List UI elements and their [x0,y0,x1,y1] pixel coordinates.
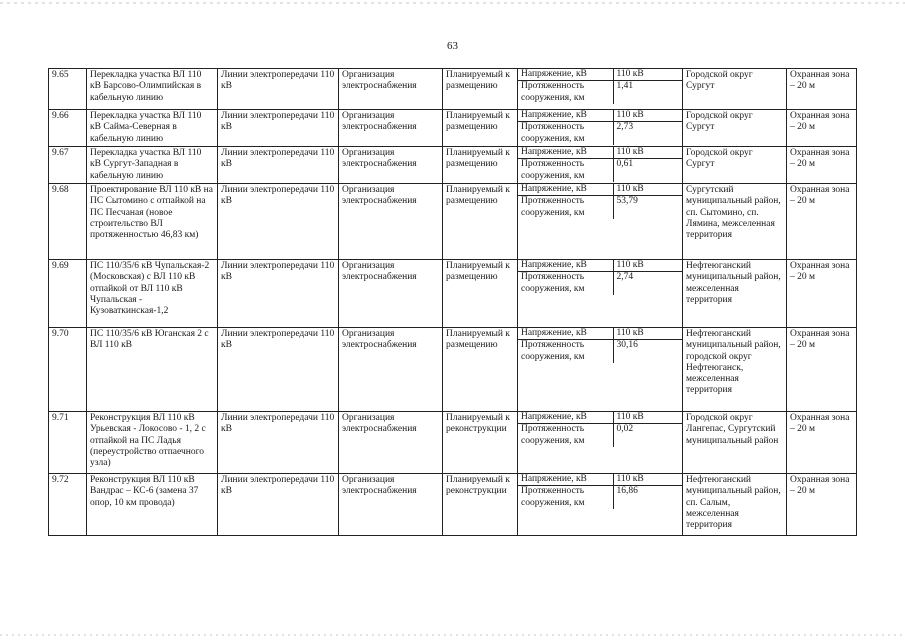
infrastructure-table [48,68,857,536]
object-type: Линии электропередачи 110 кВ [218,69,339,110]
table-row [49,110,857,147]
row-number: 9.68 [49,184,87,260]
characteristics-cell [518,147,683,184]
object-name: Перекладка участка ВЛ 110 кВ Барсово-Олимпийская в кабельную линию [87,69,218,110]
length-label: Протяженность сооружения, км [521,424,585,446]
length-row [518,81,683,104]
characteristics-table [518,69,683,104]
object-location: Городской округ Сургут [683,69,787,110]
object-status: Планируемый к размещению [443,69,518,110]
object-category: Организация электроснабжения [339,412,443,474]
length-value: 2,73 [613,122,683,145]
voltage-row [518,328,683,340]
length-row [518,196,683,219]
object-status: Планируемый к реконструкции [443,412,518,474]
object-name: Реконструкция ВЛ 110 кВ Вандрас – КС-6 (замена 37 опор, 10 км провода) [87,474,218,536]
length-value: 2,74 [613,272,683,295]
scan-artifact-top [0,2,905,4]
voltage-value: 110 кВ [613,110,683,122]
table-row [49,474,857,536]
protection-zone: Охранная зона – 20 м [787,69,857,110]
voltage-row [518,184,683,196]
table-row [49,184,857,260]
characteristics-table [518,147,683,182]
object-category: Организация электроснабжения [339,69,443,110]
length-label: Протяженность сооружения, км [521,122,585,144]
voltage-value: 110 кВ [613,412,683,424]
object-category: Организация электроснабжения [339,184,443,260]
voltage-label: Напряжение, кВ [518,474,613,486]
length-label: Протяженность сооружения, км [521,486,585,508]
protection-zone: Охранная зона – 20 м [787,184,857,260]
voltage-label: Напряжение, кВ [518,147,613,159]
voltage-row [518,260,683,272]
object-name: Проектирование ВЛ 110 кВ на ПС Сытомино с отпайкой на ПС Песчаная (новое строительство ВЛ протяженностью 46,83 км) [87,184,218,260]
row-number: 9.71 [49,412,87,474]
voltage-value: 110 кВ [613,260,683,272]
object-status: Планируемый к размещению [443,328,518,412]
voltage-label: Напряжение, кВ [518,412,613,424]
voltage-value: 110 кВ [613,184,683,196]
object-status: Планируемый к размещению [443,147,518,184]
object-name: ПС 110/35/6 кВ Чупальская-2 (Московская) с ВЛ 110 кВ отпайкой от ВЛ 110 кВ Чупальская - Кузоваткинская-1,2 [87,260,218,328]
object-name: ПС 110/35/6 кВ Юганская 2 с ВЛ 110 кВ [87,328,218,412]
voltage-label: Напряжение, кВ [518,110,613,122]
protection-zone: Охранная зона – 20 м [787,260,857,328]
voltage-row [518,412,683,424]
object-category: Организация электроснабжения [339,147,443,184]
length-label: Протяженность сооружения, км [521,81,585,103]
table-row [49,328,857,412]
object-type: Линии электропередачи 110 кВ [218,328,339,412]
length-value: 30,16 [613,340,683,363]
voltage-row [518,474,683,486]
protection-zone: Охранная зона – 20 м [787,474,857,536]
row-number: 9.65 [49,69,87,110]
object-status: Планируемый к размещению [443,184,518,260]
protection-zone: Охранная зона – 20 м [787,110,857,147]
object-category: Организация электроснабжения [339,110,443,147]
object-name: Перекладка участка ВЛ 110 кВ Сайма-Северная в кабельную линию [87,110,218,147]
object-location: Городской округ Сургут [683,147,787,184]
object-location: Нефтеюганский муниципальный район, сп. Салым, межселенная территория [683,474,787,536]
object-category: Организация электроснабжения [339,474,443,536]
object-status: Планируемый к реконструкции [443,474,518,536]
characteristics-cell [518,69,683,110]
table-body [49,69,857,536]
length-row [518,424,683,447]
object-type: Линии электропередачи 110 кВ [218,412,339,474]
object-location: Городской округ Лангепас, Сургутский муниципальный район [683,412,787,474]
length-label: Протяженность сооружения, км [521,272,585,294]
length-row [518,122,683,145]
voltage-label: Напряжение, кВ [518,328,613,340]
length-row [518,486,683,509]
length-value: 1,41 [613,81,683,104]
length-label: Протяженность сооружения, км [521,159,585,181]
table-row [49,69,857,110]
object-type: Линии электропередачи 110 кВ [218,147,339,184]
row-number: 9.66 [49,110,87,147]
table-row [49,260,857,328]
characteristics-table [518,110,683,145]
voltage-value: 110 кВ [613,69,683,81]
object-category: Организация электроснабжения [339,260,443,328]
object-name: Перекладка участка ВЛ 110 кВ Сургут-Западная в кабельную линию [87,147,218,184]
length-row [518,272,683,295]
voltage-label: Напряжение, кВ [518,184,613,196]
voltage-value: 110 кВ [613,147,683,159]
object-location: Нефтеюганский муниципальный район, межселенная территория [683,260,787,328]
row-number: 9.69 [49,260,87,328]
protection-zone: Охранная зона – 20 м [787,147,857,184]
length-label: Протяженность сооружения, км [521,340,585,362]
voltage-label: Напряжение, кВ [518,69,613,81]
voltage-row [518,110,683,122]
object-location: Сургутский муниципальный район, сп. Сытомино, сп. Лямина, межселенная территория [683,184,787,260]
characteristics-cell [518,328,683,412]
object-type: Линии электропередачи 110 кВ [218,260,339,328]
row-number: 9.72 [49,474,87,536]
characteristics-table [518,474,683,509]
characteristics-cell [518,184,683,260]
object-type: Линии электропередачи 110 кВ [218,184,339,260]
voltage-value: 110 кВ [613,328,683,340]
voltage-value: 110 кВ [613,474,683,486]
object-location: Нефтеюганский муниципальный район, городской округ Нефтеюганск, межселенная территория [683,328,787,412]
object-location: Городской округ Сургут [683,110,787,147]
protection-zone: Охранная зона – 20 м [787,412,857,474]
characteristics-table [518,328,683,363]
table-row [49,147,857,184]
voltage-label: Напряжение, кВ [518,260,613,272]
protection-zone: Охранная зона – 20 м [787,328,857,412]
characteristics-table [518,260,683,295]
length-row [518,340,683,363]
length-value: 0,02 [613,424,683,447]
object-status: Планируемый к размещению [443,110,518,147]
characteristics-cell [518,474,683,536]
characteristics-table [518,184,683,219]
characteristics-cell [518,412,683,474]
row-number: 9.67 [49,147,87,184]
object-category: Организация электроснабжения [339,328,443,412]
object-type: Линии электропередачи 110 кВ [218,110,339,147]
length-value: 16,86 [613,486,683,509]
object-name: Реконструкция ВЛ 110 кВ Урьевская - Локосово - 1, 2 с отпайкой на ПС Ладья (переустройство отпаечного узла) [87,412,218,474]
characteristics-cell [518,260,683,328]
voltage-row [518,147,683,159]
voltage-row [518,69,683,81]
object-status: Планируемый к размещению [443,260,518,328]
page-number: 63 [447,40,458,52]
characteristics-cell [518,110,683,147]
scan-artifact-bottom [0,634,905,636]
length-label: Протяженность сооружения, км [521,196,585,218]
length-value: 53,79 [613,196,683,219]
length-value: 0,61 [613,159,683,182]
characteristics-table [518,412,683,447]
length-row [518,159,683,182]
object-type: Линии электропередачи 110 кВ [218,474,339,536]
row-number: 9.70 [49,328,87,412]
table-row [49,412,857,474]
